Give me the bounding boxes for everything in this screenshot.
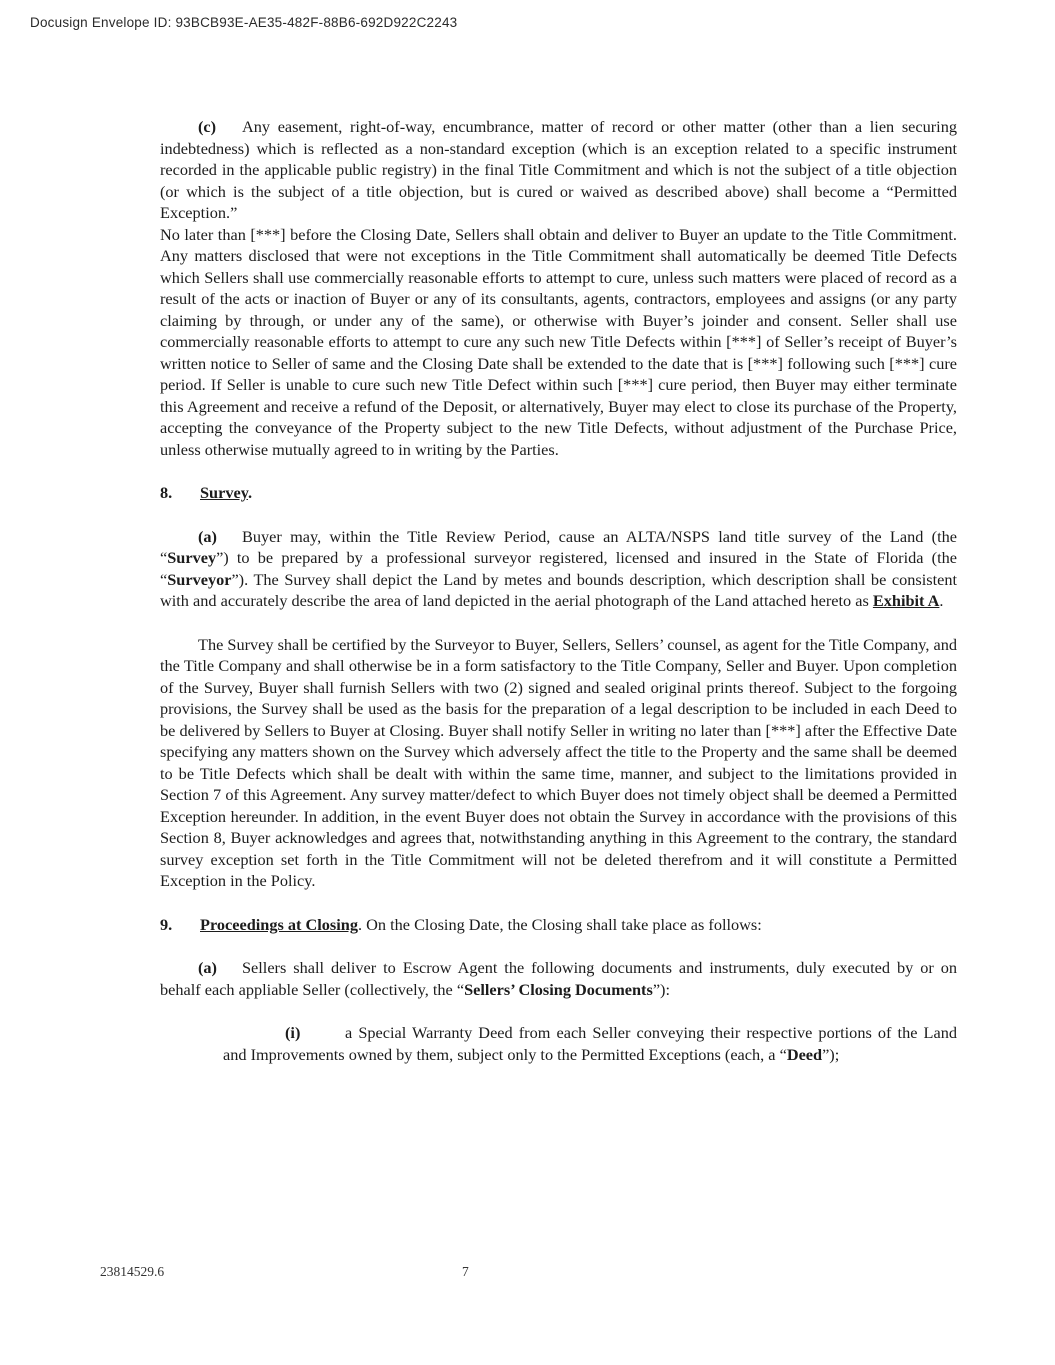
- text-segment: Sellers shall deliver to Escrow Agent the following documents and instruments, duly executed by or on behalf each appliable Seller (collectively, the “: [160, 958, 957, 999]
- text-segment: a Special Warranty Deed from each Seller conveying their respective portions of the Land and Improvements owned by them, subject only to the Permitted Exceptions (each, a “: [223, 1023, 957, 1064]
- text-segment: ”);: [822, 1044, 840, 1064]
- text-segment: Deed: [786, 1044, 823, 1064]
- text-segment: No later than [***] before the Closing Date, Sellers shall obtain and deliver to Buyer an update to the Title Commitment. Any matters disclosed that were not exceptions in the Title Commitment shall automatically be deemed Title Defects which Sellers shall use commercially reasonable efforts to attempt to cure, unless such matters were placed of record as a result of the acts or inaction of Buyer or any of its consultants, agents, contractors, employees and assigns (or any party claiming by through, or under any of the same), or otherwise with Buyer’s joinder and consent. Seller shall use commercially reasonable efforts to attempt to cure any such new Title Defects within [***] of Seller’s receipt of Buyer’s written notice to Seller of same and the Closing Date shall be extended to the date that is [***] following such [***] cure period. If Seller is unable to cure such new Title Defect within such [***] cure period, then Buyer may either terminate this Agreement and receive a refund of the Deposit, or alternatively, Buyer may elect to close its purchase of the Property, accepting the conveyance of the Property subject to the new Title Defects, without adjustment of the Purchase Price, unless otherwise mutually agreed to in writing by the Parties.: [160, 224, 957, 459]
- text-segment: Any easement, right-of-way, encumbrance, matter of record or other matter (other than a lien securing indebtedness) which is reflected as a non-standard exception (which is an exception related to a specific instrument recorded in the applicable public registry) in the final Title Commitment and which is not the subject of a title objection (or which is the subject of a title objection, but is cured or waived as described above) shall become a “Permitted Exception.”: [160, 117, 957, 222]
- paragraph-9a-i: [223, 1022, 957, 1065]
- paragraph-title-commitment-update: [160, 224, 957, 461]
- paragraph-label: 9.: [160, 914, 173, 934]
- text-segment: ”):: [652, 979, 670, 999]
- text-segment: Exhibit A: [872, 591, 940, 610]
- text-segment: .: [939, 591, 944, 610]
- document-number: 23814529.6: [100, 1264, 165, 1279]
- heading-section-8: [160, 482, 957, 504]
- text-segment: .: [247, 483, 253, 502]
- text-segment: Surveyor: [167, 569, 232, 589]
- text-segment: The Survey shall be certified by the Surveyor to Buyer, Sellers, Sellers’ counsel, as agent for the Title Company, and the Title Company and shall otherwise be in a form satisfactory to the Title Company, Seller and Buyer. Upon completion of the Survey, Buyer shall furnish Sellers with two (2) signed and sealed original prints thereof. Subject to the forgoing provisions, the Survey shall be used as the basis for the preparation of a legal description to be included in each Deed to be delivered by Sellers to Buyer at Closing. Buyer shall notify Seller in writing no later than [***] after the Effective Date specifying any matters shown on the Survey which adversely affect the title to the Property and the same shall be deemed to be Title Defects which shall be dealt with within the same time, manner, and subject to the limitations provided in Section 7 of this Agreement. Any survey matter/defect to which Buyer does not timely object shall be deemed a Permitted Exception hereunder. In addition, in the event Buyer does not obtain the Survey in accordance with the provisions of this Section 8, Buyer acknowledges and agrees that, notwithstanding anything in this Agreement to the contrary, the standard survey exception set forth in the Title Commitment will not be deleted therefrom and it will constitute a Permitted Exception in the Policy.: [160, 634, 957, 890]
- text-segment: ”) to be prepared by a professional surveyor registered, licensed and insured in the State of Florida (the “: [160, 548, 957, 589]
- text-segment: . On the Closing Date, the Closing shall take place as follows:: [358, 914, 762, 934]
- paragraph-label: (a): [198, 526, 217, 546]
- paragraph-label: 8.: [160, 483, 173, 502]
- text-segment: Buyer may, within the Title Review Period, cause an ALTA/NSPS land title survey of the Land (the “: [160, 526, 957, 567]
- text-segment: Proceedings at Closing: [200, 914, 358, 934]
- paragraph-label: (i): [285, 1023, 301, 1042]
- docusign-envelope-id: Docusign Envelope ID: 93BCB93E-AE35-482F-88B6-692D922C2243: [30, 15, 458, 30]
- text-segment: Survey: [167, 548, 217, 567]
- heading-section-9: [160, 914, 957, 936]
- paragraph-7c: [160, 116, 957, 224]
- text-segment: Survey: [200, 483, 248, 502]
- paragraph-9a: [160, 957, 957, 1000]
- paragraph-survey-certification: [160, 634, 957, 892]
- paragraph-8a: [160, 526, 957, 612]
- text-segment: Sellers’ Closing Documents: [464, 979, 653, 999]
- page-number: 7: [462, 1264, 469, 1279]
- paragraph-label: (a): [198, 958, 217, 977]
- paragraph-label: (c): [198, 117, 217, 136]
- document-body: [160, 116, 957, 1065]
- text-segment: ”). The Survey shall depict the Land by metes and bounds description, which description shall be consistent with and accurately describe the area of land depicted in the aerial photograph of the Land attached hereto as: [160, 569, 957, 610]
